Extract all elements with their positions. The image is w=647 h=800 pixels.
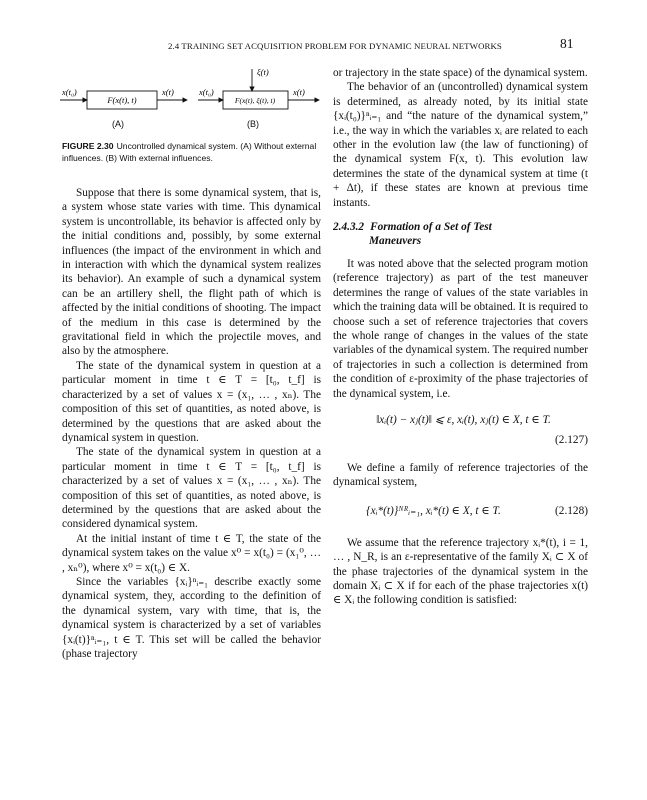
equation-2-128 <box>333 502 588 522</box>
page-number: 81 <box>560 36 574 51</box>
subsection-number: 2.4.3.2 <box>333 221 365 234</box>
caption-text: Uncontrolled dynamical system. (A) Without external influences. (B) With external influences. <box>62 141 317 163</box>
panel-a-block-label: F(x(t), t) <box>107 95 137 105</box>
caption-label: FIGURE 2.30 <box>62 141 114 151</box>
equation-2-128-number: (2.128) <box>555 504 588 517</box>
panel-b-label: (B) <box>247 119 259 129</box>
equation-2-127-body: ‖xᵢ(t) − xⱼ(t)‖ ⩽ ε, xᵢ(t), xⱼ(t) ∈ X, t ∈ T. <box>376 413 551 426</box>
paragraph-state-2: The state of the dynamical system in question at a particular moment in time t ∈ T = [t₀, t_f] is characterized by a set of values x = (x₁, … , xₙ). The composition of this set of quantities, as noted above, is determined by the questions that are asked about the considered dynamical system. <box>62 446 321 531</box>
paragraph-test-maneuver: It was noted above that the selected program motion (reference trajectory) as part of the test maneuver determines the range of values of the state variables in which the training data will be obtained. It is required to choose such a set of reference trajectories that covers the whole range of changes in the values of the state variables of the dynamical system. The required number of trajectories in such a collection is determined from the condition of ε-proximity of the phase trajectories of the dynamical system, i.e. <box>333 257 588 400</box>
paragraph-evolution-law: The behavior of an (uncontrolled) dynamical system is determined, as already noted, by its initial state {xᵢ(t₀)}ⁿᵢ₌₁ and “the nature of the dynamical system,” i.e., the way in which the variables xᵢ are related to each other in the evolution law (the law of functioning) of the dynamical system F(x, t). This evolution law determines the state of the dynamical system at time (t + Δt), if these states are known at previous time instants. <box>333 81 588 209</box>
panel-b-block-label: F(x(t), ξ(t), t) <box>234 96 276 105</box>
equation-2-128-body: {xᵢ*(t)}ᴺᴿᵢ₌₁, xᵢ*(t) ∈ X, t ∈ T. <box>366 504 501 517</box>
panel-b-output-label: x(t) <box>293 87 305 97</box>
panel-b-disturbance-label: ξ(t) <box>257 67 269 77</box>
equation-2-127 <box>333 413 588 447</box>
paragraph-behavior: Since the variables {xᵢ}ⁿᵢ₌₁ describe exactly some dynamical system, they, according to the definition of the dynamical system, vary with time, that is, the dynamical system is characterized by a set of variables {xᵢ(t)}ⁿᵢ₌₁, t ∈ T. This set will be called the behavior (phase trajectory <box>62 575 321 660</box>
paragraph-family: We define a family of reference trajectories of the dynamical system, <box>333 461 588 489</box>
block-diagram <box>55 63 325 119</box>
paragraph-dynamical-system: Suppose that there is some dynamical system, that is, a system whose state varies with time. This dynamical system is uncontrollable, its behavior is affected only by the initial conditions and, possibly, by some external influences (the impact of the environment in which and in interaction with which the dynamical system realizes its behavior). An example of such a dynamical system can be an artillery shell, the flight path of which is affected by the initial conditions of shooting. The impact of the medium in this case is determined by the gravitational field in which the projectile moves, and also by the atmosphere. <box>62 187 321 358</box>
panel-a-output-label: x(t) <box>162 87 174 97</box>
paragraph-state-1: The state of the dynamical system in question at a particular moment in time t ∈ T = [t₀, t_f] is characterized by a set of values x = (x₁, … , xₙ). The composition of this set of quantities, as noted above, is determined by the questions that are asked about the dynamical system in question. <box>62 359 321 444</box>
panel-b-diagram <box>198 67 319 109</box>
figure-2-30 <box>55 63 325 138</box>
running-head: 2.4 TRAINING SET ACQUISITION PROBLEM FOR DYNAMIC NEURAL NETWORKS <box>168 41 502 51</box>
figure-caption <box>62 141 320 164</box>
paragraph-representative: We assume that the reference trajectory xᵢ*(t), i = 1, … , N_R, is an ε-representative of the family Xᵢ ⊂ X of the phase trajectories of the dynamical system in the domain Xᵢ ⊂ X if for each of the phase trajectories x(t) ∈ Xᵢ the following condition is satisfied: <box>333 536 588 607</box>
paragraph-initial-instant: At the initial instant of time t ∈ T, the state of the dynamical system takes on the value x⁰ = x(t₀) = (x₁⁰, … , xₙ⁰), where x⁰ = x(t₀) ∈ X. <box>62 532 321 574</box>
right-column <box>333 66 588 608</box>
left-column <box>62 186 321 661</box>
paragraph-continuation: or trajectory in the state space) of the dynamical system. <box>333 67 588 79</box>
panel-b-input-label: x(t₀) <box>199 87 214 97</box>
panel-a-diagram <box>60 87 187 109</box>
panel-a-input-label: x(t₀) <box>62 87 77 97</box>
equation-2-127-number: (2.127) <box>555 433 588 446</box>
panel-a-label: (A) <box>112 119 124 129</box>
subsection-title-line2: Maneuvers <box>369 235 422 248</box>
subsection-heading <box>333 220 588 249</box>
subsection-title-line1: Formation of a Set of Test <box>370 221 492 234</box>
